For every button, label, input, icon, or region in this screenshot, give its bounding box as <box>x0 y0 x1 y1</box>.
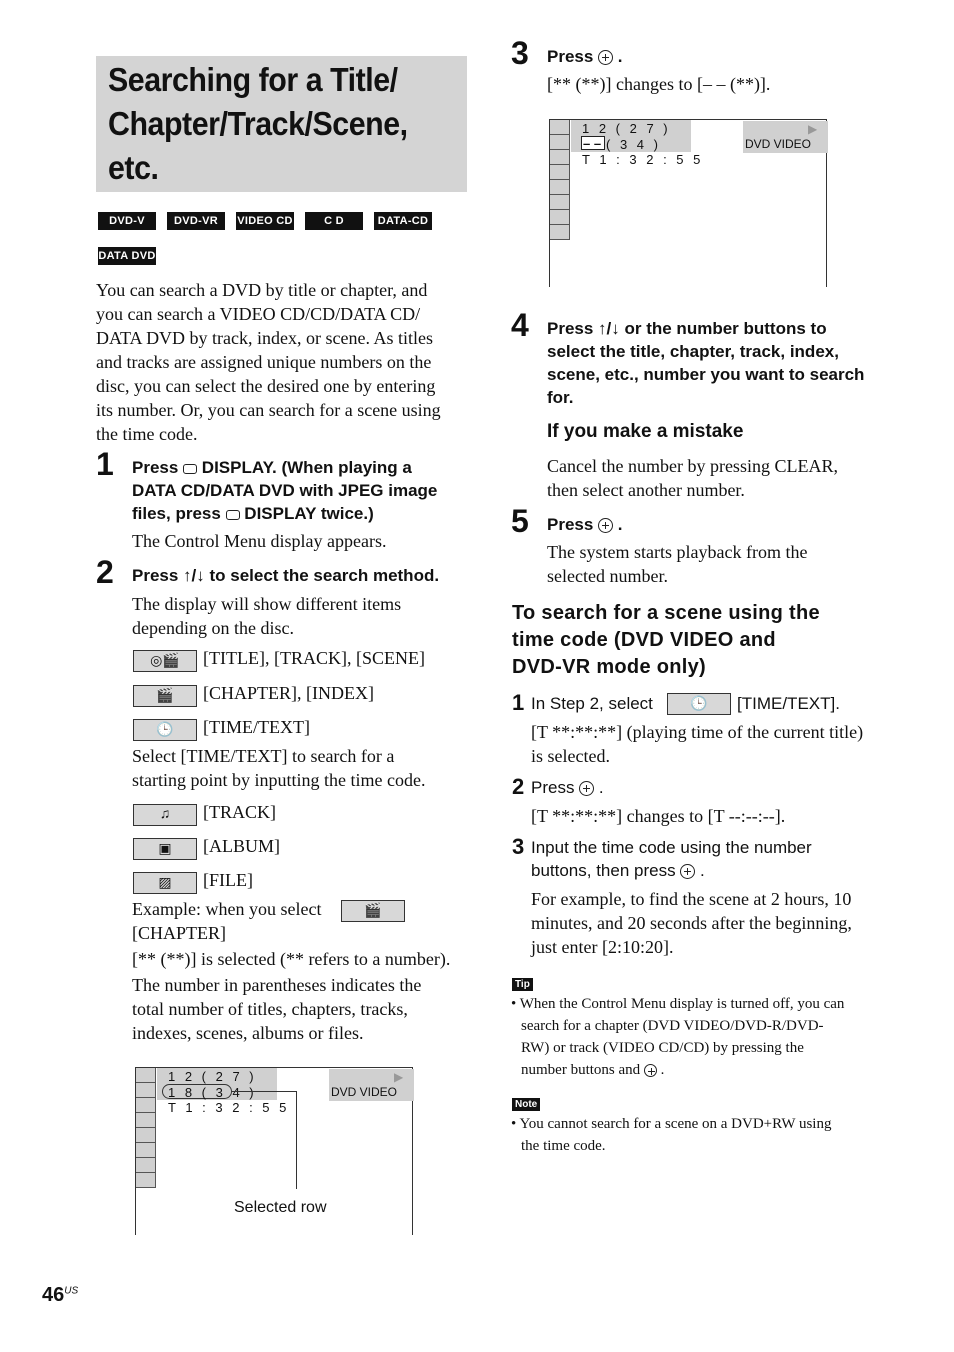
step-4-instruction: Press ↑/↓ or the number buttons to select the title, chapter, track, index, scene, etc., number you want to search for. <box>547 319 865 407</box>
step-5-number: 5 <box>511 503 529 539</box>
note-label: Note <box>512 1098 540 1111</box>
substep-3-description: For example, to find the scene at 2 hours, 10 minutes, and 20 seconds after the beginning, just enter [2:10:20]. <box>531 889 852 957</box>
badge-cd: C D <box>305 212 363 230</box>
substep-1-text-a: In Step 2, select <box>531 694 653 713</box>
item-file: [FILE] <box>203 870 253 890</box>
screen-1-disc-label: DVD VIDEO <box>329 1069 414 1101</box>
step-1-instruction: Press DISPLAY. (When playing a DATA CD/DATA DVD with JPEG image files, press DISPLAY twice.) <box>132 458 438 523</box>
screen-1-row-time: T 1 : 3 2 : 5 5 <box>168 1100 290 1115</box>
badge-dvd-vr: DVD-VR <box>167 212 225 230</box>
substep-2-description: [T **:**:**] changes to [T --:--:--]. <box>531 806 786 826</box>
screen-2-dashes: – – <box>583 136 602 151</box>
step-2-description: The display will show different items depending on the disc. <box>132 594 402 638</box>
tip-label: Tip <box>512 978 533 991</box>
chapter-icon: 🎬 <box>341 900 405 922</box>
step-4-number: 4 <box>511 307 529 343</box>
screen-2-disc-label: DVD VIDEO <box>743 121 828 153</box>
badge-data-cd: DATA-CD <box>374 212 432 230</box>
screen-2-row-chapter: ( 3 4 ) <box>606 137 661 152</box>
step-1-number: 1 <box>96 446 114 482</box>
page-number: $46^{US}$ <box>42 1284 79 1306</box>
substep-1-number: 1 <box>512 690 525 715</box>
example-selected: [** (**)] is selected (** refers to a number). <box>132 949 451 969</box>
step-2-number: 2 <box>96 554 114 590</box>
mistake-description: Cancel the number by pressing CLEAR, then select another number. <box>547 456 838 500</box>
page-title: Searching for a Title/ Chapter/Track/Scene, etc. <box>108 61 408 186</box>
substep-3-number: 3 <box>512 834 525 859</box>
substep-1-description: [T **:**:**] (playing time of the current title) is selected. <box>531 722 864 766</box>
screen-2-row-time: T 1 : 3 2 : 5 5 <box>582 152 704 167</box>
time-text-icon: 🕒 <box>133 719 197 741</box>
time-text-description: Select [TIME/TEXT] to search for a starting point by inputting the time code. <box>132 746 426 790</box>
screen-1-row-title: 1 2 ( 2 7 ) <box>168 1069 257 1084</box>
substep-3-text: Input the time code using the number buttons, then press . <box>531 838 812 880</box>
enter-button-icon <box>680 864 695 879</box>
time-text-icon: 🕒 <box>667 693 731 715</box>
example-text: Example: when you select <box>132 899 322 919</box>
step-5-description: The system starts playback from the selected number. <box>547 542 808 586</box>
badge-video-cd: VIDEO CD <box>236 212 294 230</box>
intro-paragraph: You can search a DVD by title or chapter, and you can search a VIDEO CD/CD/DATA CD/ DATA DVD by track, index, or scene. As titles and tracks are assigned unique numbers on the disc, you can select the desired one by entering its number. Or, you can search for a scene using the time code. <box>96 280 441 444</box>
example-chapter: [CHAPTER] <box>132 923 226 943</box>
tip-text: • When the Control Menu display is turned off, you can search for a chapter (DVD VIDEO/DVD-R/DVD- RW) or track (VIDEO CD/CD) by pressing the number buttons and . <box>511 996 845 1078</box>
album-icon: ▣ <box>133 838 197 860</box>
step-3-number: 3 <box>511 35 529 71</box>
menu-icon-column <box>136 1068 156 1188</box>
control-menu-screen-2 <box>549 119 827 287</box>
screen-1-row-chapter: 1 8 ( 3 4 ) <box>168 1085 257 1100</box>
chapter-index-icon: 🎬 <box>133 685 197 707</box>
step-5-instruction: Press . <box>547 515 623 534</box>
item-title-track-scene: [TITLE], [TRACK], [SCENE] <box>203 648 425 668</box>
note-text: • You cannot search for a scene on a DVD+RW using the time code. <box>511 1116 832 1154</box>
substep-1-text-b: [TIME/TEXT]. <box>737 694 840 713</box>
selected-row-caption: Selected row <box>234 1199 327 1216</box>
step-3-description: [** (**)] changes to [– – (**)]. <box>547 74 771 94</box>
title-track-scene-icon: ◎🎬 <box>133 650 197 672</box>
substep-2-number: 2 <box>512 774 525 799</box>
substep-2-text: Press . <box>531 778 604 797</box>
play-icon: ▶ <box>808 122 818 136</box>
callout-line <box>232 1091 297 1189</box>
step-2-instruction: Press ↑/↓ to select the search method. <box>132 566 440 585</box>
step-3-instruction: Press . <box>547 47 623 66</box>
screen-2-row-title: 1 2 ( 2 7 ) <box>582 121 671 136</box>
enter-button-icon <box>598 50 613 65</box>
display-button-icon <box>226 510 240 520</box>
menu-icon-column <box>550 120 570 240</box>
file-icon: ▨ <box>133 872 197 894</box>
enter-button-icon <box>644 1064 657 1077</box>
scene-search-heading: To search for a scene using the time code (DVD VIDEO and DVD-VR mode only) <box>512 602 820 678</box>
mistake-heading: If you make a mistake <box>547 421 744 442</box>
parentheses-description: The number in parentheses indicates the total number of titles, chapters, tracks, indexes, scenes, albums or files. <box>132 975 422 1043</box>
item-chapter-index: [CHAPTER], [INDEX] <box>203 683 374 703</box>
step-1-description: The Control Menu display appears. <box>132 531 387 551</box>
item-album: [ALBUM] <box>203 836 280 856</box>
control-menu-screen-1 <box>135 1067 413 1235</box>
item-track: [TRACK] <box>203 802 276 822</box>
track-icon: ♫ <box>133 804 197 826</box>
item-time-text: [TIME/TEXT] <box>203 717 310 737</box>
enter-button-icon <box>579 781 594 796</box>
badge-data-dvd: DATA DVD <box>98 247 156 265</box>
play-icon: ▶ <box>394 1070 404 1084</box>
badge-dvd-v: DVD-V <box>98 212 156 230</box>
enter-button-icon <box>598 518 613 533</box>
display-button-icon <box>183 464 197 474</box>
